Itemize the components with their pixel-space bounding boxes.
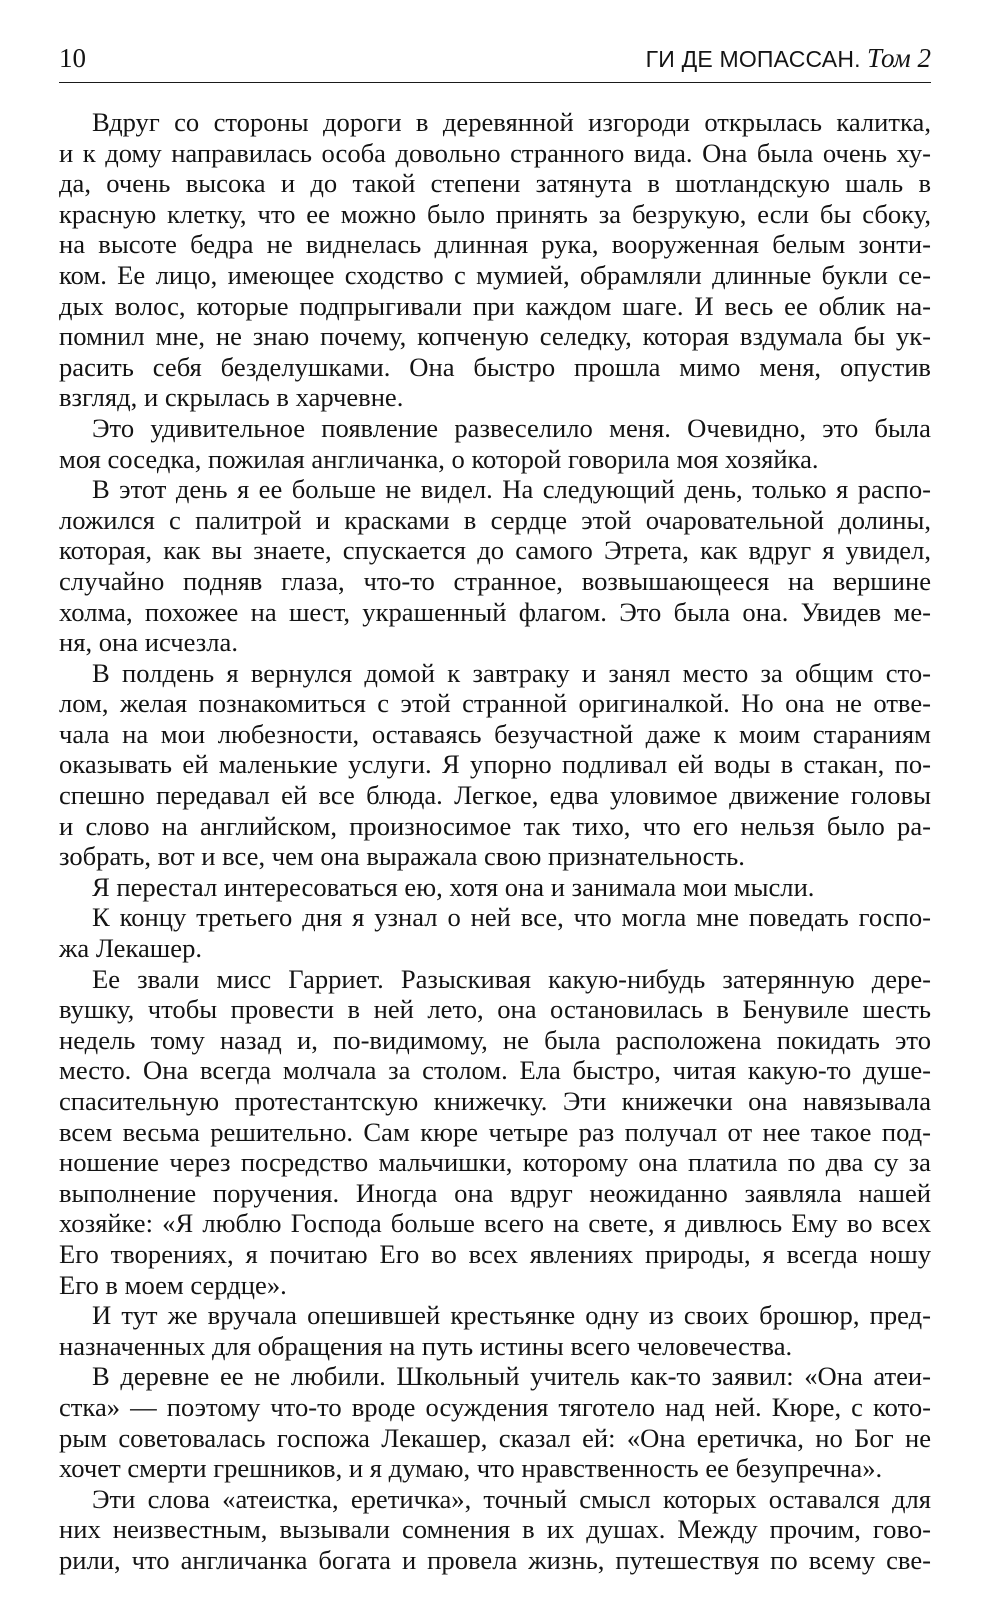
text-line: моя соседка, пожилая англичанка, о которой говорила моя хозяйка. [59, 443, 819, 474]
text-line: и к дому направилась особа довольно странного вида. Она была очень ху- [59, 137, 931, 168]
running-head-author: ГИ ДЕ МОПАССАН. [645, 46, 861, 72]
text-line: холма, похожее на шест, украшенный флагом. Это была она. Увидев ме- [59, 596, 931, 627]
text-line: И тут же вручала опешившей крестьянке одну из своих брошюр, пред- [92, 1300, 931, 1331]
text-line: К концу третьего дня я узнал о ней все, что могла мне поведать госпо- [92, 902, 931, 933]
paragraph [59, 413, 931, 474]
text-line: спешно передавал ей все блюда. Легкое, едва уловимое движение головы [59, 780, 931, 811]
text-line: жа Лекашер. [59, 933, 203, 964]
paragraph [59, 1300, 931, 1361]
text-line: рым советовалась госпожа Лекашер, сказал ей: «Она еретичка, но Бог не [59, 1422, 931, 1453]
text-line: Ее звали мисс Гарриет. Разыскивая какую-нибудь затерянную дере- [92, 963, 931, 994]
text-line: ня, она исчезла. [59, 627, 238, 658]
text-line: выполнение поручения. Иногда она вдруг неожиданно заявляла нашей [59, 1177, 931, 1208]
text-line: ложился с палитрой и красками в сердце этой очаровательной долины, [59, 504, 931, 535]
text-line: и слово на английском, произносимое так тихо, что его нельзя было ра- [59, 810, 931, 841]
text-line: ком. Ее лицо, имеющее сходство с мумией, обрамляли длинные букли се- [59, 259, 931, 290]
text-line: лом, желая познакомиться с этой странной оригиналкой. Но она не отве- [59, 688, 931, 719]
text-line: Его творениях, я почитаю Его во всех явлениях природы, я всегда ношу [59, 1238, 931, 1269]
text-line: спасительную протестантскую книжечку. Эти книжечки она навязывала [59, 1086, 931, 1116]
text-line: хозяйке: «Я люблю Господа больше всего на свете, я дивлюсь Ему во всех [59, 1208, 931, 1239]
page-header [59, 40, 931, 83]
text-line: случайно подняв глаза, что-то странное, возвышающееся на вершине [59, 565, 931, 596]
text-line: чала на мои любезности, оставаясь безучастной даже к моим стараниям [59, 718, 931, 749]
text-line: недель тому назад и, по-видимому, не была расположена покидать это [59, 1024, 931, 1055]
paragraph [59, 902, 931, 963]
paragraph [59, 1484, 931, 1576]
text-line: Вдруг со стороны дороги в деревянной изгороди открылась калитка, [92, 107, 931, 137]
text-line: помнил мне, не знаю почему, копченую селедку, которая вздумала бы ук- [59, 321, 931, 352]
text-line: Эти слова «атеистка, еретичка», точный смысл которых оставался для [92, 1483, 931, 1514]
text-line: расить себя безделушками. Она быстро прошла мимо меня, опустив [59, 351, 931, 382]
text-line: зобрать, вот и все, чем она выражала свою признательность. [59, 841, 745, 872]
text-line: которая, как вы знаете, спускается до самого Этрета, как вдруг я увидел, [59, 535, 931, 566]
running-head-volume: Том 2 [867, 43, 931, 73]
page-number: 10 [59, 43, 86, 73]
text-line: В полдень я вернулся домой к завтраку и занял место за общим сто- [92, 657, 931, 688]
text-line: Это удивительное появление развеселило меня. Очевидно, это была [92, 412, 931, 443]
paragraph [59, 658, 931, 872]
text-line: ношение через посредство мальчишки, которому она платила по два су за [59, 1147, 931, 1178]
text-line: красную клетку, что ее можно было принять за безрукую, если бы сбоку, [59, 198, 931, 229]
paragraph [59, 872, 931, 903]
text-line: взгляд, и скрылась в харчевне. [59, 382, 404, 413]
text-line: вушку, чтобы провести в ней лето, она остановилась в Бенувиле шесть [59, 994, 931, 1025]
text-line: оказывать ей маленькие услуги. Я упорно подливал ей воды в стакан, по- [59, 749, 931, 780]
text-line: хочет смерти грешников, и я думаю, что нравственность ее безупречна». [59, 1453, 883, 1484]
paragraph [59, 474, 931, 658]
text-line: стка» — поэтому что-то вроде осуждения тяготело над ней. Кюре, с кото- [59, 1391, 931, 1422]
paragraph [59, 1361, 931, 1483]
text-line: дых волос, которые подпрыгивали при каждом шаге. И весь ее облик на- [59, 290, 931, 321]
text-line: всем весьма решительно. Сам кюре четыре раз получал от нее такое под- [59, 1116, 931, 1147]
text-line: да, очень высока и до такой степени затянута в шотландскую шаль в [59, 168, 931, 199]
text-line: Я перестал интересоваться ею, хотя она и занимала мои мысли. [92, 871, 815, 902]
text-line: В этот день я ее больше не видел. На следующий день, только я распо- [92, 474, 931, 505]
text-line: них неизвестным, вызывали сомнения в их душах. Между прочим, гово- [59, 1514, 931, 1545]
book-page [59, 40, 931, 1576]
text-line: на высоте бедра не виднелась длинная рука, вооруженная белым зонти- [59, 229, 931, 260]
text-line: В деревне ее не любили. Школьный учитель как-то заявил: «Она атеи- [92, 1361, 931, 1392]
text-line: Его в моем сердце». [59, 1269, 287, 1300]
text-line: назначенных для обращения на путь истины всего человечества. [59, 1330, 793, 1361]
text-line: рили, что англичанка богата и провела жизнь, путешествуя по всему све- [59, 1544, 931, 1575]
text-line: место. Она всегда молчала за столом. Ела быстро, читая какую-то душе- [59, 1055, 931, 1086]
body-text [59, 107, 931, 1576]
running-head [646, 42, 931, 76]
paragraph [59, 964, 931, 1301]
paragraph [59, 107, 931, 413]
